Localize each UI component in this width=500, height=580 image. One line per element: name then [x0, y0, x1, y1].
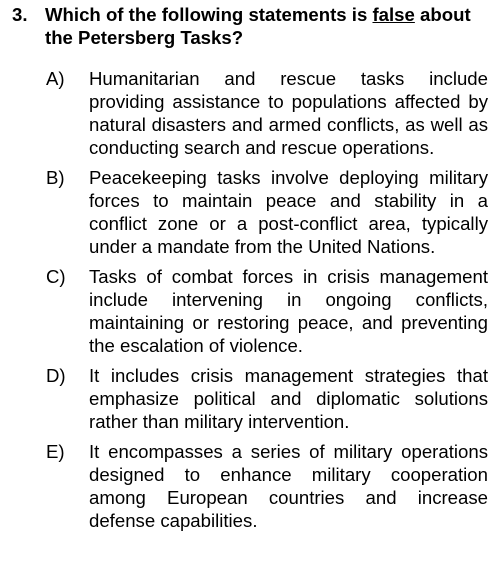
option-b[interactable] [46, 166, 488, 258]
option-b-text: Peacekeeping tasks involve deploying military forces to maintain peace and stability in a conflict zone or a post-conflict area, typically under a mandate from the United Nations. [89, 167, 488, 257]
answer-options [46, 67, 488, 539]
option-e[interactable] [46, 440, 488, 532]
option-d-letter: D) [46, 365, 66, 386]
option-e-text: It encompasses a series of military operations designed to enhance military cooperation among European countries and increase defense capabilities. [89, 441, 488, 531]
option-d-text: It includes crisis management strategies that emphasize political and diplomatic solutions rather than military intervention. [89, 365, 488, 432]
option-b-letter: B) [46, 167, 65, 188]
question-number: 3. [12, 4, 28, 25]
option-c-letter: C) [46, 266, 66, 287]
question-emphasis: false [372, 4, 415, 25]
option-c[interactable] [46, 265, 488, 357]
question-text-start: Which of the following statements is [45, 4, 373, 25]
option-a[interactable] [46, 67, 488, 159]
option-a-letter: A) [46, 68, 65, 89]
question-text [45, 3, 488, 49]
option-c-text: Tasks of combat forces in crisis management include intervening in ongoing conflicts, maintaining or restoring peace, and preventing the escalation of violence. [89, 266, 488, 356]
option-e-letter: E) [46, 441, 65, 462]
option-d[interactable] [46, 364, 488, 433]
question-text-end: about the Petersberg Tasks? [45, 4, 471, 48]
question [12, 3, 488, 49]
option-a-text: Humanitarian and rescue tasks include providing assistance to populations affected by natural disasters and armed conflicts, as well as conducting search and rescue operations. [89, 68, 488, 158]
